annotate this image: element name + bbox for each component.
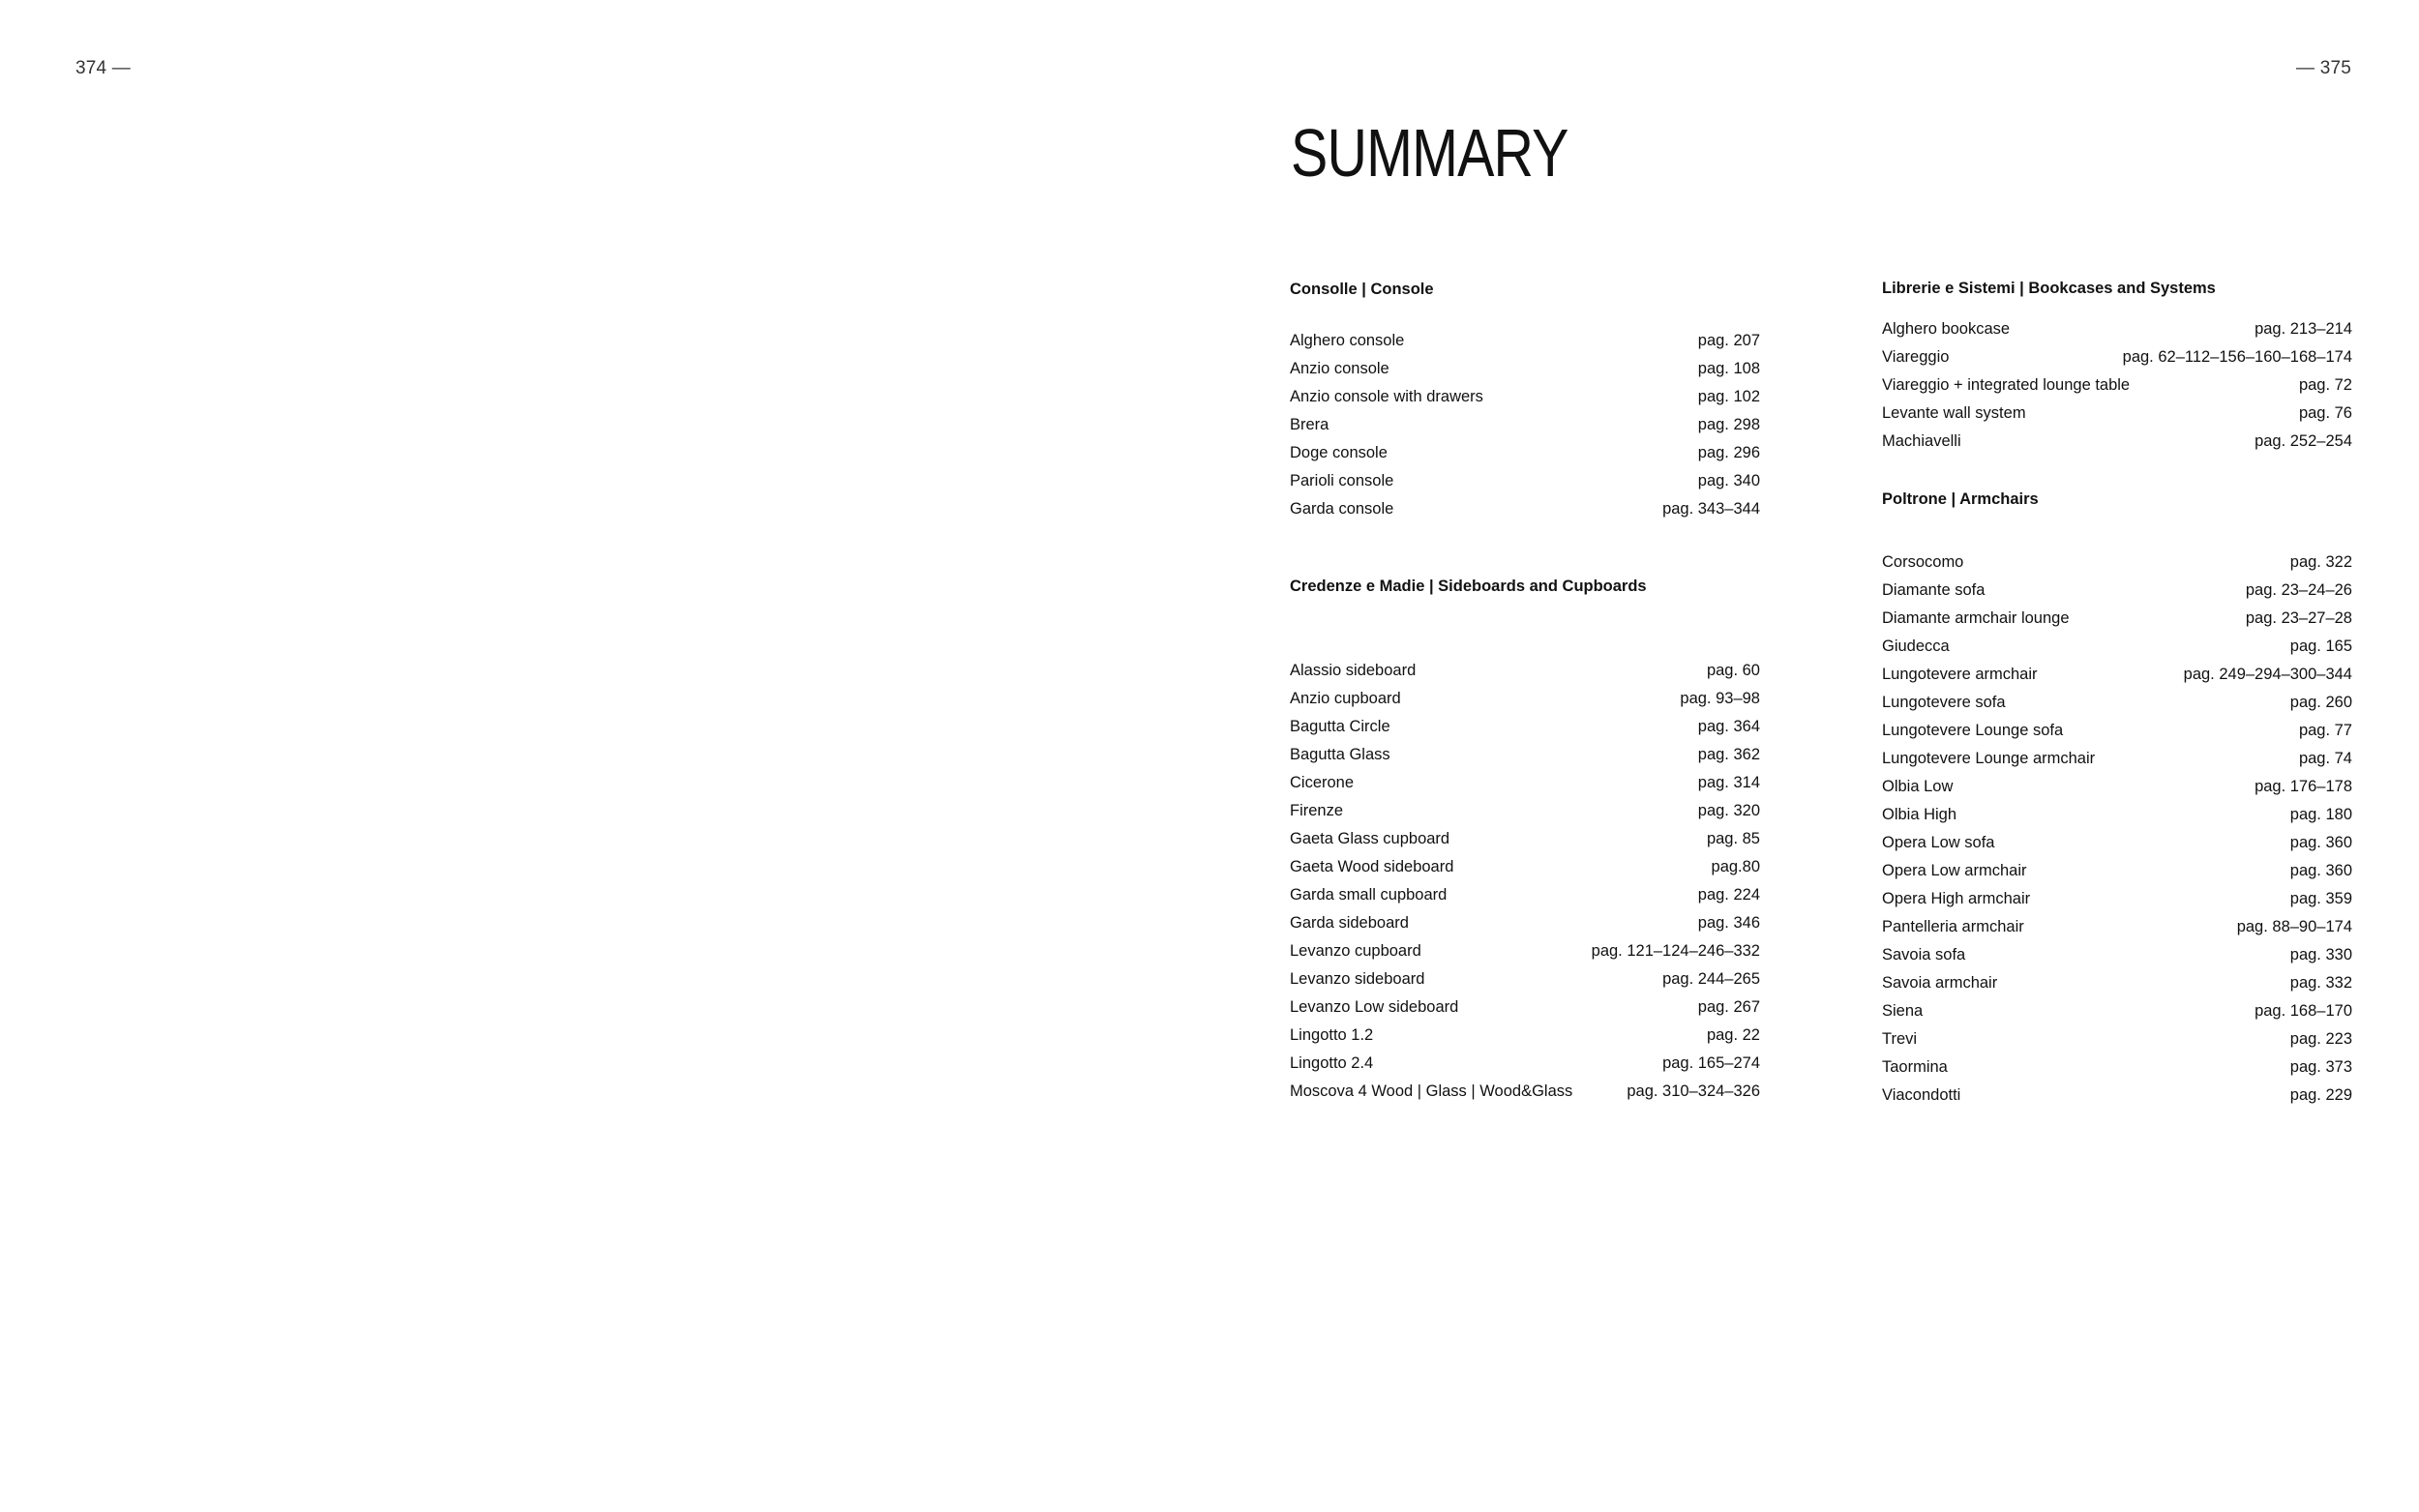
- index-entry: [1290, 970, 1760, 998]
- index-entry: [1882, 553, 2352, 581]
- index-entry: [1290, 500, 1760, 528]
- entry-name: Corsocomo: [1882, 553, 1964, 571]
- entry-name: Garda small cupboard: [1290, 886, 1448, 904]
- entry-name: Cicerone: [1290, 774, 1355, 791]
- index-entry: [1882, 694, 2352, 722]
- entry-page-ref: pag. 310–324–326: [1627, 1082, 1760, 1100]
- index-entry: [1290, 830, 1760, 858]
- index-entry: [1882, 918, 2352, 946]
- entry-name: Anzio console with drawers: [1290, 388, 1483, 405]
- entry-page-ref: pag. 74: [2298, 750, 2352, 767]
- index-entry: [1290, 858, 1760, 886]
- entry-page-ref: pag. 76: [2298, 404, 2352, 422]
- index-entry: [1290, 746, 1760, 774]
- entry-page-ref: pag. 224: [1697, 886, 1760, 904]
- entry-page-ref: pag. 346: [1697, 914, 1760, 932]
- section-heading: Librerie e Sistemi | Bookcases and Systems: [1882, 280, 2216, 297]
- entry-name: Giudecca: [1882, 637, 1950, 655]
- entry-page-ref: pag. 260: [2289, 694, 2352, 711]
- entry-page-ref: pag. 249–294–300–344: [2183, 666, 2352, 683]
- entry-name: Viareggio + integrated lounge table: [1882, 376, 2131, 394]
- index-entry: [1290, 1026, 1760, 1054]
- entry-page-ref: pag. 359: [2289, 890, 2352, 907]
- entry-page-ref: pag. 77: [2298, 722, 2352, 739]
- entry-page-ref: pag. 360: [2289, 862, 2352, 879]
- section-heading: Consolle | Console: [1290, 281, 1434, 298]
- index-entry: [1290, 942, 1760, 970]
- section-consolle: [1290, 281, 1760, 528]
- index-entry: [1290, 1082, 1760, 1111]
- index-entry: [1290, 416, 1760, 444]
- index-entry: [1290, 802, 1760, 830]
- entry-name: Savoia armchair: [1882, 974, 1998, 992]
- entry-page-ref: pag. 360: [2289, 834, 2352, 851]
- entry-page-ref: pag. 23–24–26: [2245, 581, 2352, 599]
- entry-page-ref: pag. 180: [2289, 806, 2352, 823]
- index-entry: [1290, 914, 1760, 942]
- entry-page-ref: pag. 322: [2289, 553, 2352, 571]
- index-entry: [1882, 348, 2352, 376]
- entry-name: Machiavelli: [1882, 432, 1961, 450]
- entry-page-ref: pag. 22: [1706, 1026, 1760, 1044]
- entry-page-ref: pag. 168–170: [2255, 1002, 2352, 1020]
- entry-name: Lungotevere sofa: [1882, 694, 2006, 711]
- entry-page-ref: pag. 223: [2289, 1030, 2352, 1048]
- page-title: SUMMARY: [1291, 115, 1568, 191]
- entry-page-ref: pag. 108: [1697, 360, 1760, 377]
- index-entry: [1882, 376, 2352, 404]
- entry-page-ref: pag. 229: [2289, 1086, 2352, 1104]
- index-list: [1290, 662, 1760, 1111]
- entry-page-ref: pag. 121–124–246–332: [1591, 942, 1760, 960]
- entry-page-ref: pag. 72: [2298, 376, 2352, 394]
- left-page-number: 374 —: [75, 58, 131, 78]
- index-entry: [1882, 722, 2352, 750]
- section-librerie: [1882, 280, 2352, 460]
- index-entry: [1882, 750, 2352, 778]
- index-entry: [1882, 666, 2352, 694]
- entry-page-ref: pag. 343–344: [1662, 500, 1760, 518]
- entry-page-ref: pag. 93–98: [1680, 690, 1760, 707]
- index-entry: [1882, 974, 2352, 1002]
- entry-name: Anzio console: [1290, 360, 1389, 377]
- section-credenze: [1290, 578, 1760, 1111]
- entry-page-ref: pag. 340: [1697, 472, 1760, 489]
- entry-page-ref: pag. 298: [1697, 416, 1760, 433]
- entry-page-ref: pag. 165–274: [1662, 1054, 1760, 1072]
- index-entry: [1882, 404, 2352, 432]
- index-entry: [1882, 778, 2352, 806]
- section-heading: Credenze e Madie | Sideboards and Cupboards: [1290, 578, 1647, 595]
- entry-name: Brera: [1290, 416, 1329, 433]
- entry-page-ref: pag. 176–178: [2255, 778, 2352, 795]
- entry-page-ref: pag. 267: [1697, 998, 1760, 1016]
- entry-name: Viacondotti: [1882, 1086, 1961, 1104]
- index-entry: [1290, 360, 1760, 388]
- index-entry: [1882, 609, 2352, 637]
- entry-page-ref: pag. 62–112–156–160–168–174: [2122, 348, 2352, 366]
- entry-name: Diamante sofa: [1882, 581, 1986, 599]
- entry-page-ref: pag. 314: [1697, 774, 1760, 791]
- entry-page-ref: pag. 373: [2289, 1058, 2352, 1076]
- entry-name: Bagutta Circle: [1290, 718, 1390, 735]
- entry-name: Lungotevere armchair: [1882, 666, 2038, 683]
- index-entry: [1290, 662, 1760, 690]
- entry-name: Olbia High: [1882, 806, 1957, 823]
- entry-name: Siena: [1882, 1002, 1924, 1020]
- index-entry: [1290, 444, 1760, 472]
- entry-page-ref: pag. 296: [1697, 444, 1760, 461]
- index-entry: [1290, 718, 1760, 746]
- entry-name: Diamante armchair lounge: [1882, 609, 2070, 627]
- entry-name: Opera High armchair: [1882, 890, 2031, 907]
- index-list: [1882, 553, 2352, 1114]
- entry-page-ref: pag. 362: [1697, 746, 1760, 763]
- entry-name: Opera Low sofa: [1882, 834, 1995, 851]
- entry-page-ref: pag. 23–27–28: [2245, 609, 2352, 627]
- entry-name: Taormina: [1882, 1058, 1948, 1076]
- index-entry: [1290, 388, 1760, 416]
- entry-name: Gaeta Glass cupboard: [1290, 830, 1450, 847]
- entry-page-ref: pag. 332: [2289, 974, 2352, 992]
- index-entry: [1882, 637, 2352, 666]
- entry-page-ref: pag. 88–90–174: [2236, 918, 2352, 935]
- index-entry: [1882, 320, 2352, 348]
- index-entry: [1290, 472, 1760, 500]
- entry-name: Bagutta Glass: [1290, 746, 1390, 763]
- index-entry: [1882, 1058, 2352, 1086]
- entry-name: Lingotto 2.4: [1290, 1054, 1374, 1072]
- entry-name: Levanzo cupboard: [1290, 942, 1421, 960]
- entry-name: Lungotevere Lounge armchair: [1882, 750, 2096, 767]
- entry-name: Lungotevere Lounge sofa: [1882, 722, 2064, 739]
- index-entry: [1290, 886, 1760, 914]
- index-entry: [1882, 946, 2352, 974]
- entry-name: Levanzo sideboard: [1290, 970, 1425, 988]
- entry-page-ref: pag. 364: [1697, 718, 1760, 735]
- index-list: [1882, 320, 2352, 460]
- index-entry: [1882, 581, 2352, 609]
- entry-name: Parioli console: [1290, 472, 1394, 489]
- index-entry: [1290, 774, 1760, 802]
- entry-name: Opera Low armchair: [1882, 862, 2027, 879]
- entry-page-ref: pag. 207: [1697, 332, 1760, 349]
- index-entry: [1882, 432, 2352, 460]
- entry-page-ref: pag. 102: [1697, 388, 1760, 405]
- entry-name: Garda sideboard: [1290, 914, 1409, 932]
- entry-name: Pantelleria armchair: [1882, 918, 2024, 935]
- section-poltrone: [1882, 490, 2352, 1114]
- entry-page-ref: pag. 85: [1706, 830, 1760, 847]
- index-list: [1290, 332, 1760, 528]
- entry-name: Levanzo Low sideboard: [1290, 998, 1459, 1016]
- index-entry: [1882, 1002, 2352, 1030]
- index-entry: [1882, 1086, 2352, 1114]
- entry-name: Levante wall system: [1882, 404, 2026, 422]
- index-entry: [1290, 690, 1760, 718]
- index-entry: [1290, 998, 1760, 1026]
- entry-name: Savoia sofa: [1882, 946, 1966, 964]
- entry-name: Alghero bookcase: [1882, 320, 2011, 338]
- index-entry: [1882, 890, 2352, 918]
- entry-name: Viareggio: [1882, 348, 1950, 366]
- index-entry: [1882, 862, 2352, 890]
- section-heading: Poltrone | Armchairs: [1882, 490, 2039, 508]
- entry-name: Anzio cupboard: [1290, 690, 1401, 707]
- entry-page-ref: pag. 165: [2289, 637, 2352, 655]
- index-entry: [1290, 1054, 1760, 1082]
- entry-name: Firenze: [1290, 802, 1344, 819]
- entry-name: Gaeta Wood sideboard: [1290, 858, 1454, 875]
- entry-page-ref: pag. 252–254: [2255, 432, 2352, 450]
- entry-page-ref: pag. 213–214: [2255, 320, 2352, 338]
- right-page-number: — 375: [2296, 58, 2351, 78]
- entry-page-ref: pag. 320: [1697, 802, 1760, 819]
- entry-name: Alassio sideboard: [1290, 662, 1417, 679]
- entry-page-ref: pag. 330: [2289, 946, 2352, 964]
- entry-page-ref: pag.80: [1711, 858, 1760, 875]
- entry-page-ref: pag. 60: [1706, 662, 1760, 679]
- entry-name: Trevi: [1882, 1030, 1918, 1048]
- entry-name: Moscova 4 Wood | Glass | Wood&Glass: [1290, 1082, 1573, 1100]
- entry-name: Alghero console: [1290, 332, 1405, 349]
- entry-name: Doge console: [1290, 444, 1388, 461]
- index-entry: [1882, 834, 2352, 862]
- entry-name: Lingotto 1.2: [1290, 1026, 1374, 1044]
- index-entry: [1290, 332, 1760, 360]
- entry-name: Garda console: [1290, 500, 1394, 518]
- index-entry: [1882, 806, 2352, 834]
- index-entry: [1882, 1030, 2352, 1058]
- entry-page-ref: pag. 244–265: [1662, 970, 1760, 988]
- entry-name: Olbia Low: [1882, 778, 1954, 795]
